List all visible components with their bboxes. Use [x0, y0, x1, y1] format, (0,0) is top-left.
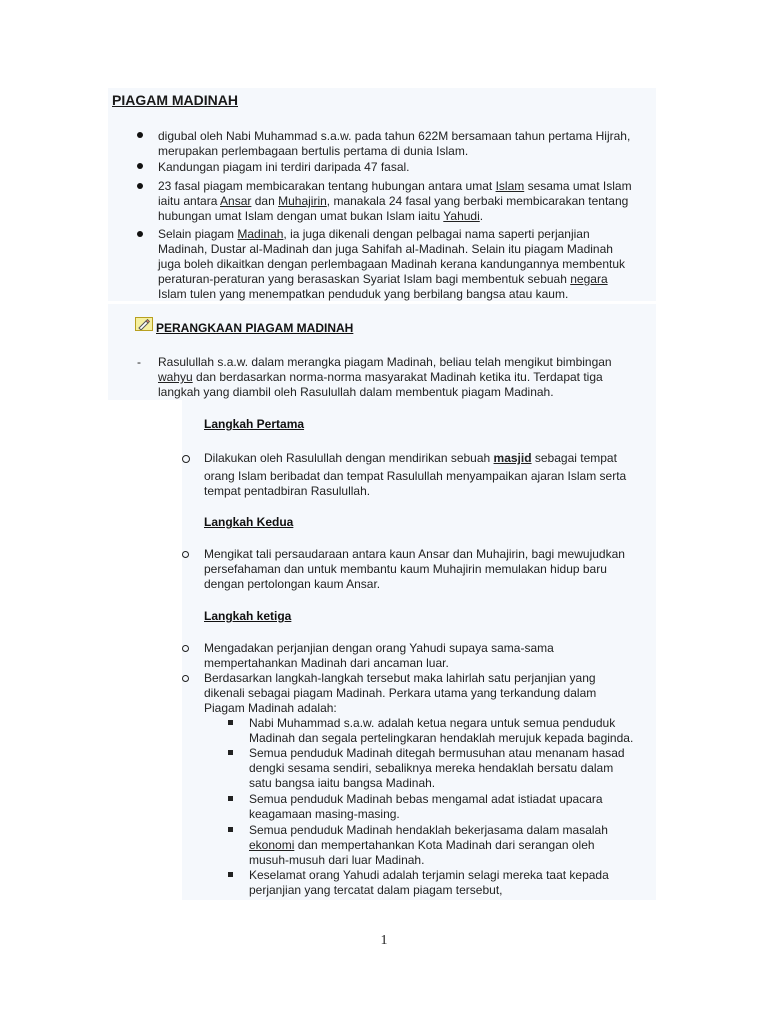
step-3-item-2-line-1: Berdasarkan langkah-langkah tersebut maka lahirlah satu perjanjian yang	[204, 671, 596, 685]
step-2-line-1: Mengikat tali persaudaraan antara kaun Ansar dan Muhajirin, bagi mewujudkan	[204, 547, 625, 561]
point-4-line-3: musuh-musuh dari luar Madinah.	[249, 853, 425, 867]
point-3-line-2: keagamaan masing-masing.	[249, 807, 400, 821]
intro-bullet-3-line-1: 23 fasal piagam membicarakan tentang hubungan antara umat Islam sesama umat Islam	[158, 179, 632, 193]
step-1-line-1: Dilakukan oleh Rasulullah dengan mendirikan sebuah masjid sebagai tempat	[204, 451, 617, 465]
yahudi-link[interactable]: Yahudi	[443, 209, 480, 223]
step-3-item-1-line-2: mempertahankan Madinah dari ancaman luar.	[204, 656, 449, 670]
intro-bullet-4-line-4: peraturan-peraturan yang berasaskan Syariat Islam bagi membentuk sebuah negara	[158, 272, 608, 286]
square-bullet-icon	[228, 827, 233, 832]
circle-bullet-icon	[182, 455, 190, 463]
intro-bullet-4-line-5: Islam tulen yang menempatkan penduduk yang berbilang bangsa atau kaum.	[158, 287, 569, 301]
document-title: PIAGAM MADINAH	[112, 92, 238, 108]
step-3-title: Langkah ketiga	[204, 609, 292, 623]
point-4-line-2: ekonomi dan mempertahankan Kota Madinah dari serangan oleh	[249, 838, 595, 852]
bullet-dot-icon	[137, 132, 143, 138]
section-intro-line-3: langkah yang diambil oleh Rasulullah dalam membentuk piagam Madinah.	[158, 385, 554, 399]
step-3-item-1-line-1: Mengadakan perjanjian dengan orang Yahudi supaya sama-sama	[204, 641, 554, 655]
intro-bullet-2-line-1: Kandungan piagam ini terdiri daripada 47 fasal.	[158, 160, 410, 174]
page-number: 1	[380, 933, 388, 948]
bullet-dot-icon	[137, 231, 143, 237]
intro-bullet-1-line-1: digubal oleh Nabi Muhammad s.a.w. pada tahun 622M bersamaan tahun pertama Hijrah,	[158, 129, 631, 143]
bullet-dot-icon	[137, 163, 143, 169]
pencil-note-icon	[135, 317, 153, 331]
masjid-link[interactable]: masjid	[493, 451, 532, 465]
madinah-link[interactable]: Madinah	[237, 227, 284, 241]
wahyu-link[interactable]: wahyu	[158, 370, 193, 384]
point-2-line-3: satu bangsa iaitu bangsa Madinah.	[249, 776, 436, 790]
point-1-line-1: Nabi Muhammad s.a.w. adalah ketua negara untuk semua penduduk	[249, 716, 616, 730]
section-title: PERANGKAAN PIAGAM MADINAH	[156, 321, 354, 335]
step-3-item-2-line-3: Piagam Madinah adalah:	[204, 701, 337, 715]
section-intro-line-1: Rasulullah s.a.w. dalam merangka piagam Madinah, beliau telah mengikut bimbingan	[158, 355, 612, 369]
circle-bullet-icon	[182, 551, 189, 558]
point-5-line-1: Keselamat orang Yahudi adalah terjamin selagi mereka taat kepada	[249, 868, 609, 882]
point-3-line-1: Semua penduduk Madinah bebas mengamal adat istiadat upacara	[249, 792, 603, 806]
square-bullet-icon	[228, 750, 233, 755]
intro-bullet-3-line-2: iaitu antara Ansar dan Muhajirin, manakala 24 fasal yang berbaki membicarakan tentang	[158, 194, 629, 208]
point-1-line-2: Madinah dan segala pertelingkaran hendaklah merujuk kepada baginda.	[249, 731, 634, 745]
square-bullet-icon	[228, 796, 233, 801]
step-2-line-2: persefahaman dan untuk membantu kaum Muhajirin memulakan hidup baru	[204, 562, 607, 576]
dash-bullet: -	[137, 355, 141, 369]
point-4-line-1: Semua penduduk Madinah hendaklah bekerjasama dalam masalah	[249, 823, 608, 837]
square-bullet-icon	[228, 720, 233, 725]
point-2-line-1: Semua penduduk Madinah ditegah bermusuhan atau menanam hasad	[249, 746, 625, 760]
section-intro-line-2: wahyu dan berdasarkan norma-norma masyarakat Madinah ketika itu. Terdapat tiga	[158, 370, 603, 384]
step-3-item-2-line-2: dikenali sebagai piagam Madinah. Perkara utama yang terkandung dalam	[204, 686, 597, 700]
islam-link[interactable]: Islam	[495, 179, 525, 193]
ekonomi-link[interactable]: ekonomi	[249, 838, 295, 852]
step-2-line-3: dengan pertolongan kaum Ansar.	[204, 577, 381, 591]
step-1-title: Langkah Pertama	[204, 417, 305, 431]
intro-bullet-4-line-2: Madinah, Dustar al-Madinah dan juga Sahifah al-Madinah. Selain itu piagam Madinah	[158, 242, 613, 256]
intro-bullet-3-line-3: hubungan umat Islam dengan umat bukan Islam iaitu Yahudi.	[158, 209, 484, 223]
intro-bullet-4-line-1: Selain piagam Madinah, ia juga dikenali dengan pelbagai nama saperti perjanjian	[158, 227, 590, 241]
square-bullet-icon	[228, 872, 233, 877]
intro-bullet-1-line-2: merupakan perlembagaan bertulis pertama di dunia Islam.	[158, 144, 469, 158]
point-5-line-2: perjanjian yang tercatat dalam piagam tersebut,	[249, 883, 503, 897]
circle-bullet-icon	[182, 675, 189, 682]
circle-bullet-icon	[182, 645, 189, 652]
step-1-line-3: tempat pentadbiran Rasulullah.	[204, 484, 371, 498]
step-2-title: Langkah Kedua	[204, 515, 294, 529]
bullet-dot-icon	[137, 183, 143, 189]
muhajirin-link[interactable]: Muhajirin	[278, 194, 327, 208]
negara-link[interactable]: negara	[570, 272, 608, 286]
intro-bullet-4-line-3: juga boleh dikaitkan dengan perlembagaan Madinah kerana kandungannya membentuk	[158, 257, 626, 271]
step-1-line-2: orang Islam beribadat dan tempat Rasulullah menyampaikan ajaran Islam serta	[204, 469, 627, 483]
ansar-link[interactable]: Ansar	[220, 194, 252, 208]
point-2-line-2: dengki sesama sendiri, sebaliknya mereka hendaklah bersatu dalam	[249, 761, 614, 775]
